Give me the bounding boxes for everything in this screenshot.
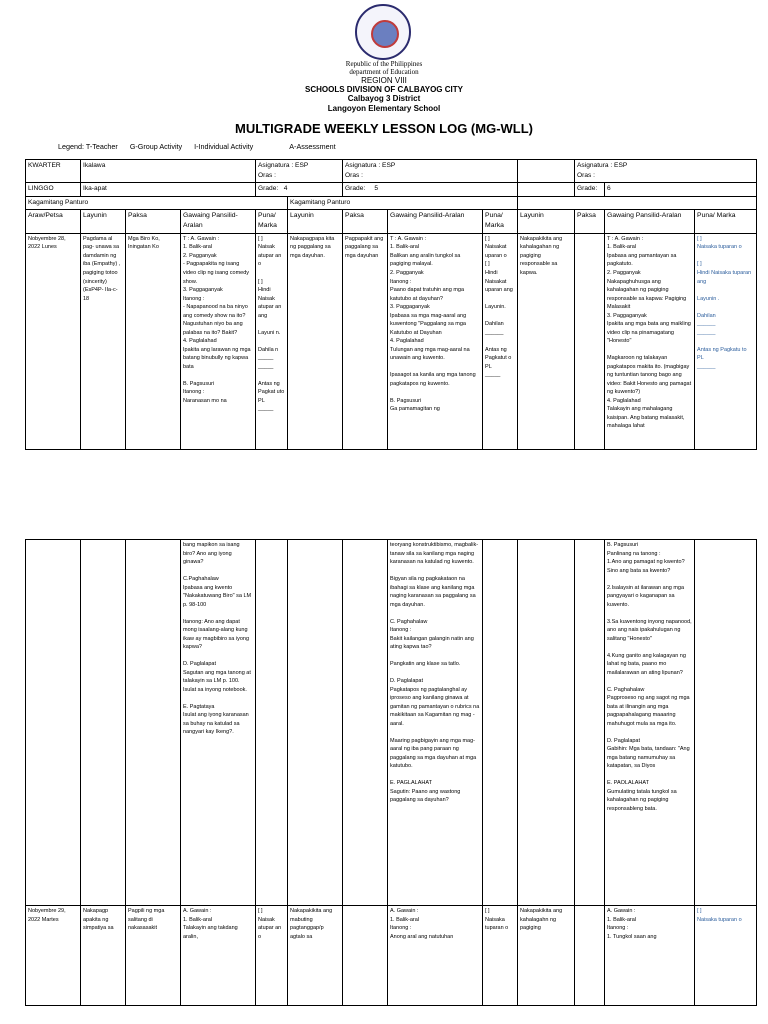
cont-g6-puna [695,540,757,906]
row2-g4-gawain: A. Gawain : 1. Balik-aral Talakayin ang takdang aralin, [181,906,256,1006]
g4-asignatura: Asignatura : ESP Oras : [256,160,343,183]
header-district: Calbayog 3 District [347,94,421,104]
g6-grade-label: Grade: [575,183,605,196]
g6-grade-value: 6 [605,183,757,196]
kwarter-value: Ikalawa [81,160,256,183]
legend [58,142,346,151]
cont-g4-paksa [126,540,181,906]
col-paksa-g5: Paksa [343,209,388,233]
cont-g4-gawain: bang mapikon sa isang biro? Ano ang iyong ginawa? C.Paghahalaw Ipabasa ang kwento "Nakakatuwang Biro" sa LM p. 98-100 Itanong: Ano ang dapat mong isaalang-alang kung ikaw ay magbibiro sa iyong kapwa? D. Paglalapat Sagutan ang mga tanong at talakayin sa LM p. 100. Isulat sa inyong notebook. E. Pagtataya Isulat ang iyong karanasan sa buhay na katulad sa nangyari kay Ikeng?. [181,540,256,906]
row1-g6-gawain: T : A. Gawain : 1. Balik-aral Ipabasa ang pamantayan sa pagkatuto. 2. Pagganyak Nakapaghuhusga ang kahalagahan ng pagiging responsable sa kapwa: Pagiging Malasakit 3. Paggaganyak Ipakita ang mga bata ang maikling video clip na pinamagatang "Honesto" Magkaroon ng talakayan pagkatapos makita ito. (magbigay ng tuntuntian tanong bago ang video: Bakit Honesto ang pamagat ng kuwento?) 4. Paglalahad Talakayin ang mahalagang kaisipan. Ang batang malasakit, mahalaga lahat [605,233,695,449]
row1-date: Nobyembre 28, 2022 Lunes [26,233,81,449]
lesson-log-table-row2 [25,905,757,1006]
row2-g5-puna: [ ] Naisaka tuparan o [483,906,518,1006]
linggo-value: Ika-apat [81,183,256,196]
col-layunin-g6: Layunin [518,209,575,233]
header-department: department of Education [349,68,419,77]
g5-asignatura: Asignatura : ESP Oras : [343,160,518,183]
row1-g5-gawain: T : A. Gawain : 1. Balik-aral Balikan ang aralin tungkol sa pagiging malayal. 2. Pagganyak Itanong : Paano dapat tratuhin ang mga katutubo at dayuhan? 3. Paggaganyak Ipabasa sa mga mag-aaral ang kuwentong "Paggalang sa mga Katutubo at Dayuhan 4. Paglalahad Tulungan ang mga mag-aaral na unawain ang kuwento. Ipasagot sa kanila ang mga tanong pagkatapos ng kuwento. B. Pagsusuri Ga pamamagitan ng [388,233,483,449]
row2-g4-puna: [ ] Naisak atupar an o [256,906,288,1006]
kagamitang-g4: Kagamitang Panturo [26,196,288,209]
legend-individual: I-Individual Activity [194,142,254,151]
row1-g6-paksa [575,233,605,449]
row2-g4-paksa: Pagpili ng mga salitang di nakasasakit [126,906,181,1006]
cont-g5-paksa [343,540,388,906]
col-layunin-g5: Layunin [288,209,343,233]
lesson-log-table-page2 [25,539,757,906]
linggo-label: LINGGO [26,183,81,196]
legend-teacher: Legend: T-Teacher [58,142,118,151]
row2-g6-puna: [ ] Naisaka tuparan o [695,906,757,1006]
row1-g5-layunin: Nakapagpapa kita ng paggalang sa mga dayuhan. [288,233,343,449]
col-puna-g6: Puna/ Marka [695,209,757,233]
cont-g5-layunin [288,540,343,906]
col-gawain-g4: Gawaing Pansilid-Aralan [181,209,256,233]
row1-g6-puna: [ ] Naisaka tuparan o [ ] Hindi Naisaka tuparan ang Layunin . Dahilan ______ ______ Antas ng Pagkatu to PL ______ [695,233,757,449]
row1-g5-paksa: Pagpapakit ang paggalang sa mga dayuhan [343,233,388,449]
lesson-log-table-page1 [25,159,757,450]
cont-g5-gawain: teoryang konstruktibismo, magbalik-tanaw sila sa kanilang mga naging karanasan na katulad ng kuwento. Bigyan sila ng pagkakataon na ibahagi sa klase ang kanilang mga naging karanasan sa paggalang sa mga dayuhan. C. Paghahalaw Itanong : Bakit kailangan galangin natin ang ating kapwa tao? Pangkatin ang klase sa tatlo. D. Paglalapat Pagkatapos ng pagtalanghal ay iproseso ang kanilang ginawa at gamitan ng pamantayan o rubrics na makikitaan sa Kagamitan ng mag -aaral. Maaring pagbigayin ang mga mag-aaral ng iba pang paraan ng paggalang sa mga dayuhan at mga katutubo. E. PAGLALAHAT Sagutin: Paano ang wastong paggalang sa dayuhan? [388,540,483,906]
header-region: REGION VIII [361,76,407,86]
g5-grade: Grade: 5 [343,183,518,196]
row2-g5-layunin: Nakapakikita ang mabuting pagtanggap/p agtalo sa [288,906,343,1006]
kwarter-label: KWARTER [26,160,81,183]
cont-g6-layunin [518,540,575,906]
document-header [0,60,768,113]
row2-g4-layunin: Nakapagp apakita ng simpatiya sa [81,906,126,1006]
row1-g5-puna: [ ] Naisakat uparan o [ ] Hindi Naisakat uparan ang Layunin. Dahilan ______ Antas ng Pagkatut o PL _____ [483,233,518,449]
col-araw: Araw/Petsa [26,209,81,233]
col-layunin-g4: Layunin [81,209,126,233]
col-gawain-g5: Gawaing Pansilid-Aralan [388,209,483,233]
col-gawain-g6: Gawaing Pansilid-Aralan [605,209,695,233]
row2-g5-paksa [343,906,388,1006]
legend-assessment: A-Assessment [289,142,336,151]
row2-g6-paksa [575,906,605,1006]
deped-seal [355,4,411,60]
col-paksa-g6: Paksa [575,209,605,233]
header-division: SCHOOLS DIVISION OF CALBAYOG CITY [305,85,463,95]
col-paksa-g4: Paksa [126,209,181,233]
cont-g6-gawain: B. Pagsusuri Panlinang na tanong : 1.Ano ang pamagat ng kwento? Sino ang bata sa kwento? 2.Isalaysin at ilarawan ang mga pangyayari o kaganapan sa kuwento. 3.Sa kuwentong inyong napanood, ano ang nais ipakahulugan ng salitang "Honesto" 4.Kung ganito ang kalagayan ng lahat ng bata, paano mo mailalarawan an ating lipunan? C. Paghahalaw Pagproseso ng ang sagot ng mga bata at ilinangin ang mga pagpapahalagang maaaring mahuhugot mula sa mga ito. D. Paglalapat Gabihin: Mga bata, tandaan: "Ang mga batang namumuhay sa katapatan, sa Diyos E. PAOLALAHAT Gumulating tatala tungkol sa kahalagahan ng pagiging responsableng bata. [605,540,695,906]
g6-spacer-2 [518,183,575,196]
cont-g5-puna [483,540,518,906]
row2-date: Nobyembre 29, 2022 Martes [26,906,81,1006]
g6-spacer [518,160,575,183]
row1-g4-paksa: Mga Biro Ko, Iningatan Ko [126,233,181,449]
header-republic: Republic of the Philippines [345,60,423,68]
col-puna-g5: Puna/ Marka [483,209,518,233]
row1-g4-puna: [ ] Naisak atupar an o [ ] Hindi Naisak atupar an ang Layuni n. Dahila n _____ _____ Antas ng Pagkat uto PL _____ [256,233,288,449]
legend-group: G-Group Activity [129,142,183,151]
kagamitang-g6 [518,196,757,209]
cont-g6-paksa [575,540,605,906]
page-title: MULTIGRADE WEEKLY LESSON LOG (MG-WLL) [234,121,534,136]
cont-date [26,540,81,906]
row1-g4-layunin: Pagdama al pag- unawa sa damdamin ng iba (Empathy) , pagiging totoo (sincerity) (EsP4P- IIa-c-18 [81,233,126,449]
kagamitang-g5: Kagamitang Panturo [288,196,518,209]
row2-g6-gawain: A. Gawain : 1. Balik-aral Itanong : 1. Tungkol saan ang [605,906,695,1006]
cont-g4-puna [256,540,288,906]
col-puna-g4: Puna/ Marka [256,209,288,233]
row2-g6-layunin: Nakapakikita ang kahalagahn ng pagiging [518,906,575,1006]
header-school: Langoyon Elementary School [327,103,441,113]
cont-g4-layunin [81,540,126,906]
g4-grade: Grade: 4 [256,183,343,196]
g6-asignatura: Asignatura : ESP Oras : [575,160,757,183]
row1-g6-layunin: Nakapakikita ang kahalagahan ng pagiging responsable sa kapwa. [518,233,575,449]
row2-g5-gawain: A. Gawain : 1. Balik-aral Itanong : Anong aral ang natutuhan [388,906,483,1006]
row1-g4-gawain: T : A. Gawain : 1. Balik-aral 2. Pagganyak - Pagpapakita ng isang video clip ng isang comedy show. 3. Paggaganyak Itanong : - Napapanood na ba ninyo ang comedy show na ito? Nagustuhan niyo ba ang palabas na ito? Bakit? 4. Paglalahad Ipakita ang larawan ng mga batang binubully ng kapwa bata B. Pagsusuri Itanong : Naranasan mo na [181,233,256,449]
